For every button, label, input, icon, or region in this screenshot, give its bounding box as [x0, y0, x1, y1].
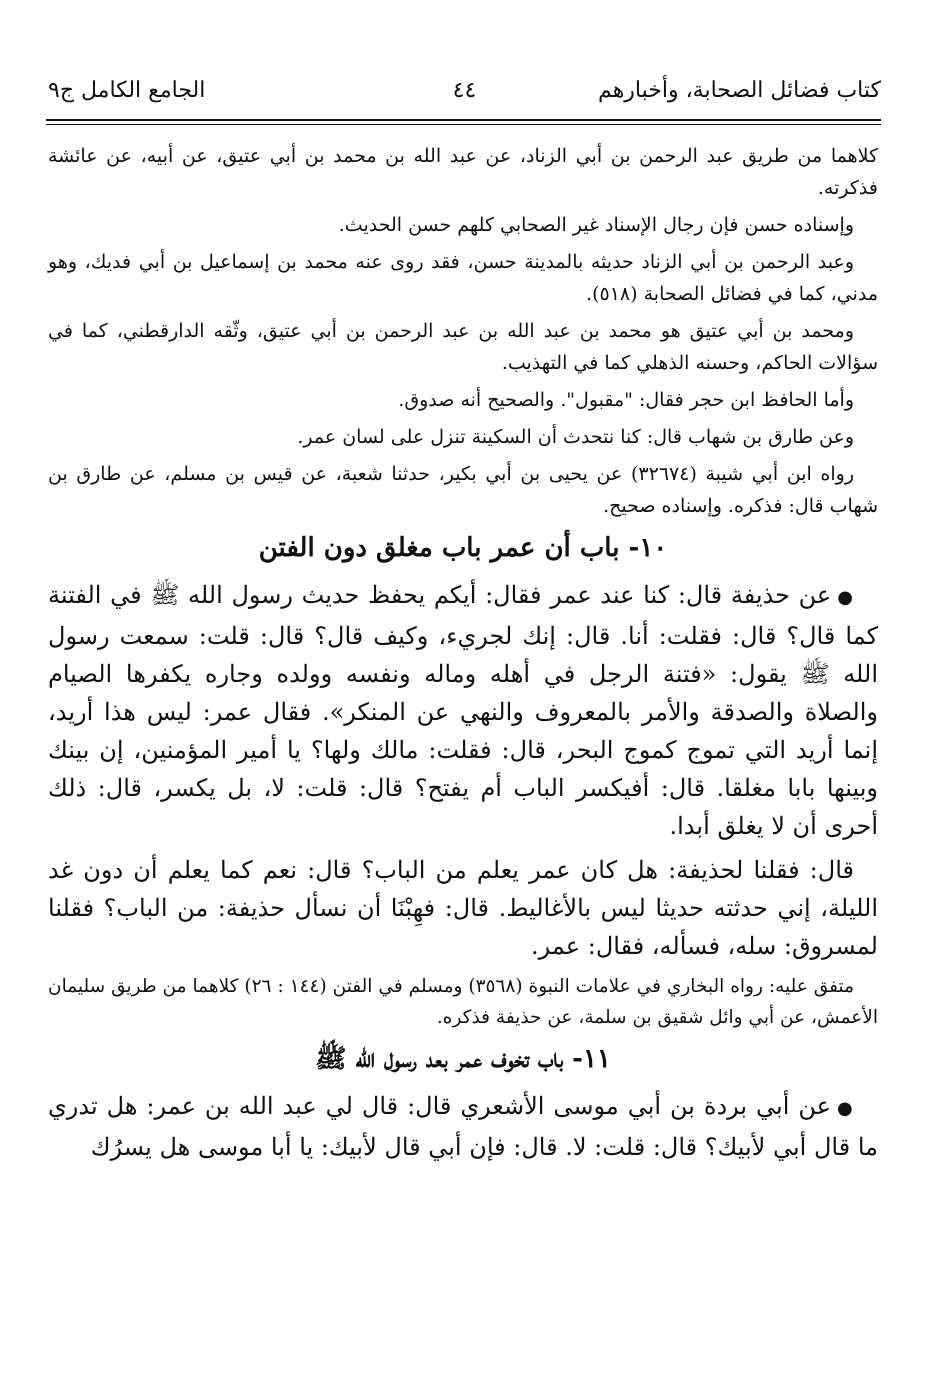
paragraph-2: وإسناده حسن فإن رجال الإسناد غير الصحابي كلهم حسن الحديث.: [338, 214, 854, 236]
chapter-11-hadith: [48, 1087, 878, 1166]
page-body: [48, 140, 878, 1172]
chapter-11-heading: ١١- باب تخوف عمر بعد رسول الله ﷺ: [315, 1044, 611, 1074]
header-rule-thin: [46, 124, 881, 125]
chapter-10-heading: ١٠- باب أن عمر باب مغلق دون الفتن: [258, 533, 668, 563]
chapter-10-hadith-continued: قال: فقلنا لحذيفة: هل كان عمر يعلم من الباب؟ قال: نعم كما يعلم أن دون غد الليلة، إني حدثته حديثا ليس بالأغاليط. قال: فهِبْنَا أن نسأل حذيفة: من الباب؟ فقلنا لمسروق: سله، فسأله، فقال: عمر.: [48, 856, 879, 960]
bullet-icon: ●: [837, 587, 854, 608]
chapter-11-hadith-text: عن أبي بردة بن أبي موسى الأشعري قال: قال لي عبد الله بن عمر: هل تدري ما قال أبي لأبيك؟ قال: قلت: لا. قال: فإن أبي قال لأبيك: يا أبا موسى هل يسرُك: [48, 1092, 878, 1161]
paragraph-6: وعن طارق بن شهاب قال: كنا نتحدث أن السكينة تنزل على لسان عمر.: [297, 426, 854, 448]
paragraph-4: ومحمد بن أبي عتيق هو محمد بن عبد الله بن عبد الرحمن بن أبي عتيق، وثّقه الدارقطني، كما في سؤالات الحاكم، وحسنه الذهلي كما في التهذيب.: [48, 320, 878, 374]
volume-label: الجامع الكامل ج٩: [48, 78, 206, 103]
paragraph-3: وعبد الرحمن بن أبي الزناد حديثه بالمدينة حسن، فقد روى عنه محمد بن إسماعيل بن أبي فديك، وهو مدني، كما في فضائل الصحابة (٥١٨).: [48, 251, 878, 305]
chapter-10-hadith: [48, 576, 878, 845]
chapter-10-hadith-text: عن حذيفة قال: كنا عند عمر فقال: أيكم يحفظ حديث رسول الله ﷺ في الفتنة كما قال؟ قال: فقلت: أنا. قال: إنك لجريء، وكيف قال؟ قال: قلت: سمعت رسول الله ﷺ يقول: «فتنة الرجل في أهله وماله ونفسه وولده وجاره يكفرها الصيام والصلاة والصدقة والأمر بالمعروف والنهي عن المنكر». فقال عمر: ليس هذا أريد، إنما أريد التي تموج كموج البحر، قال: فقلت: مالك ولها؟ يا أمير المؤمنين، إن بينك وبينها بابا مغلقا. قال: أفيكسر الباب أم يفتح؟ قال: قلت: لا، بل يكسر، قال: ذلك أحرى أن لا يغلق أبدا.: [48, 581, 878, 840]
paragraph-7: رواه ابن أبي شيبة (٣٢٦٧٤) عن يحيى بن أبي بكير، حدثنا شعبة، عن قيس بن مسلم، عن طارق بن شهاب قال: فذكره. وإسناده صحيح.: [48, 463, 878, 517]
header-rule-thick: [46, 119, 881, 121]
page-number: ٤٤: [452, 78, 477, 103]
chapter-10-footnote: متفق عليه: رواه البخاري في علامات النبوة (٣٥٦٨) ومسلم في الفتن (١٤٤ : ٢٦) كلاهما من طريق سليمان الأعمش، عن أبي وائل شقيق بن سلمة، عن حذيفة فذكره.: [48, 976, 878, 1028]
paragraph-1: كلاهما من طريق عبد الرحمن بن أبي الزناد، عن عبد الله بن محمد بن أبي عتيق، عن أبيه، عن عائشة فذكرته.: [48, 145, 878, 199]
book-title: كتاب فضائل الصحابة، وأخبارهم: [598, 78, 881, 103]
bullet-icon: ●: [836, 1098, 854, 1119]
page-header: [48, 78, 881, 118]
paragraph-5: وأما الحافظ ابن حجر فقال: "مقبول". والصحيح أنه صدوق.: [398, 389, 854, 411]
